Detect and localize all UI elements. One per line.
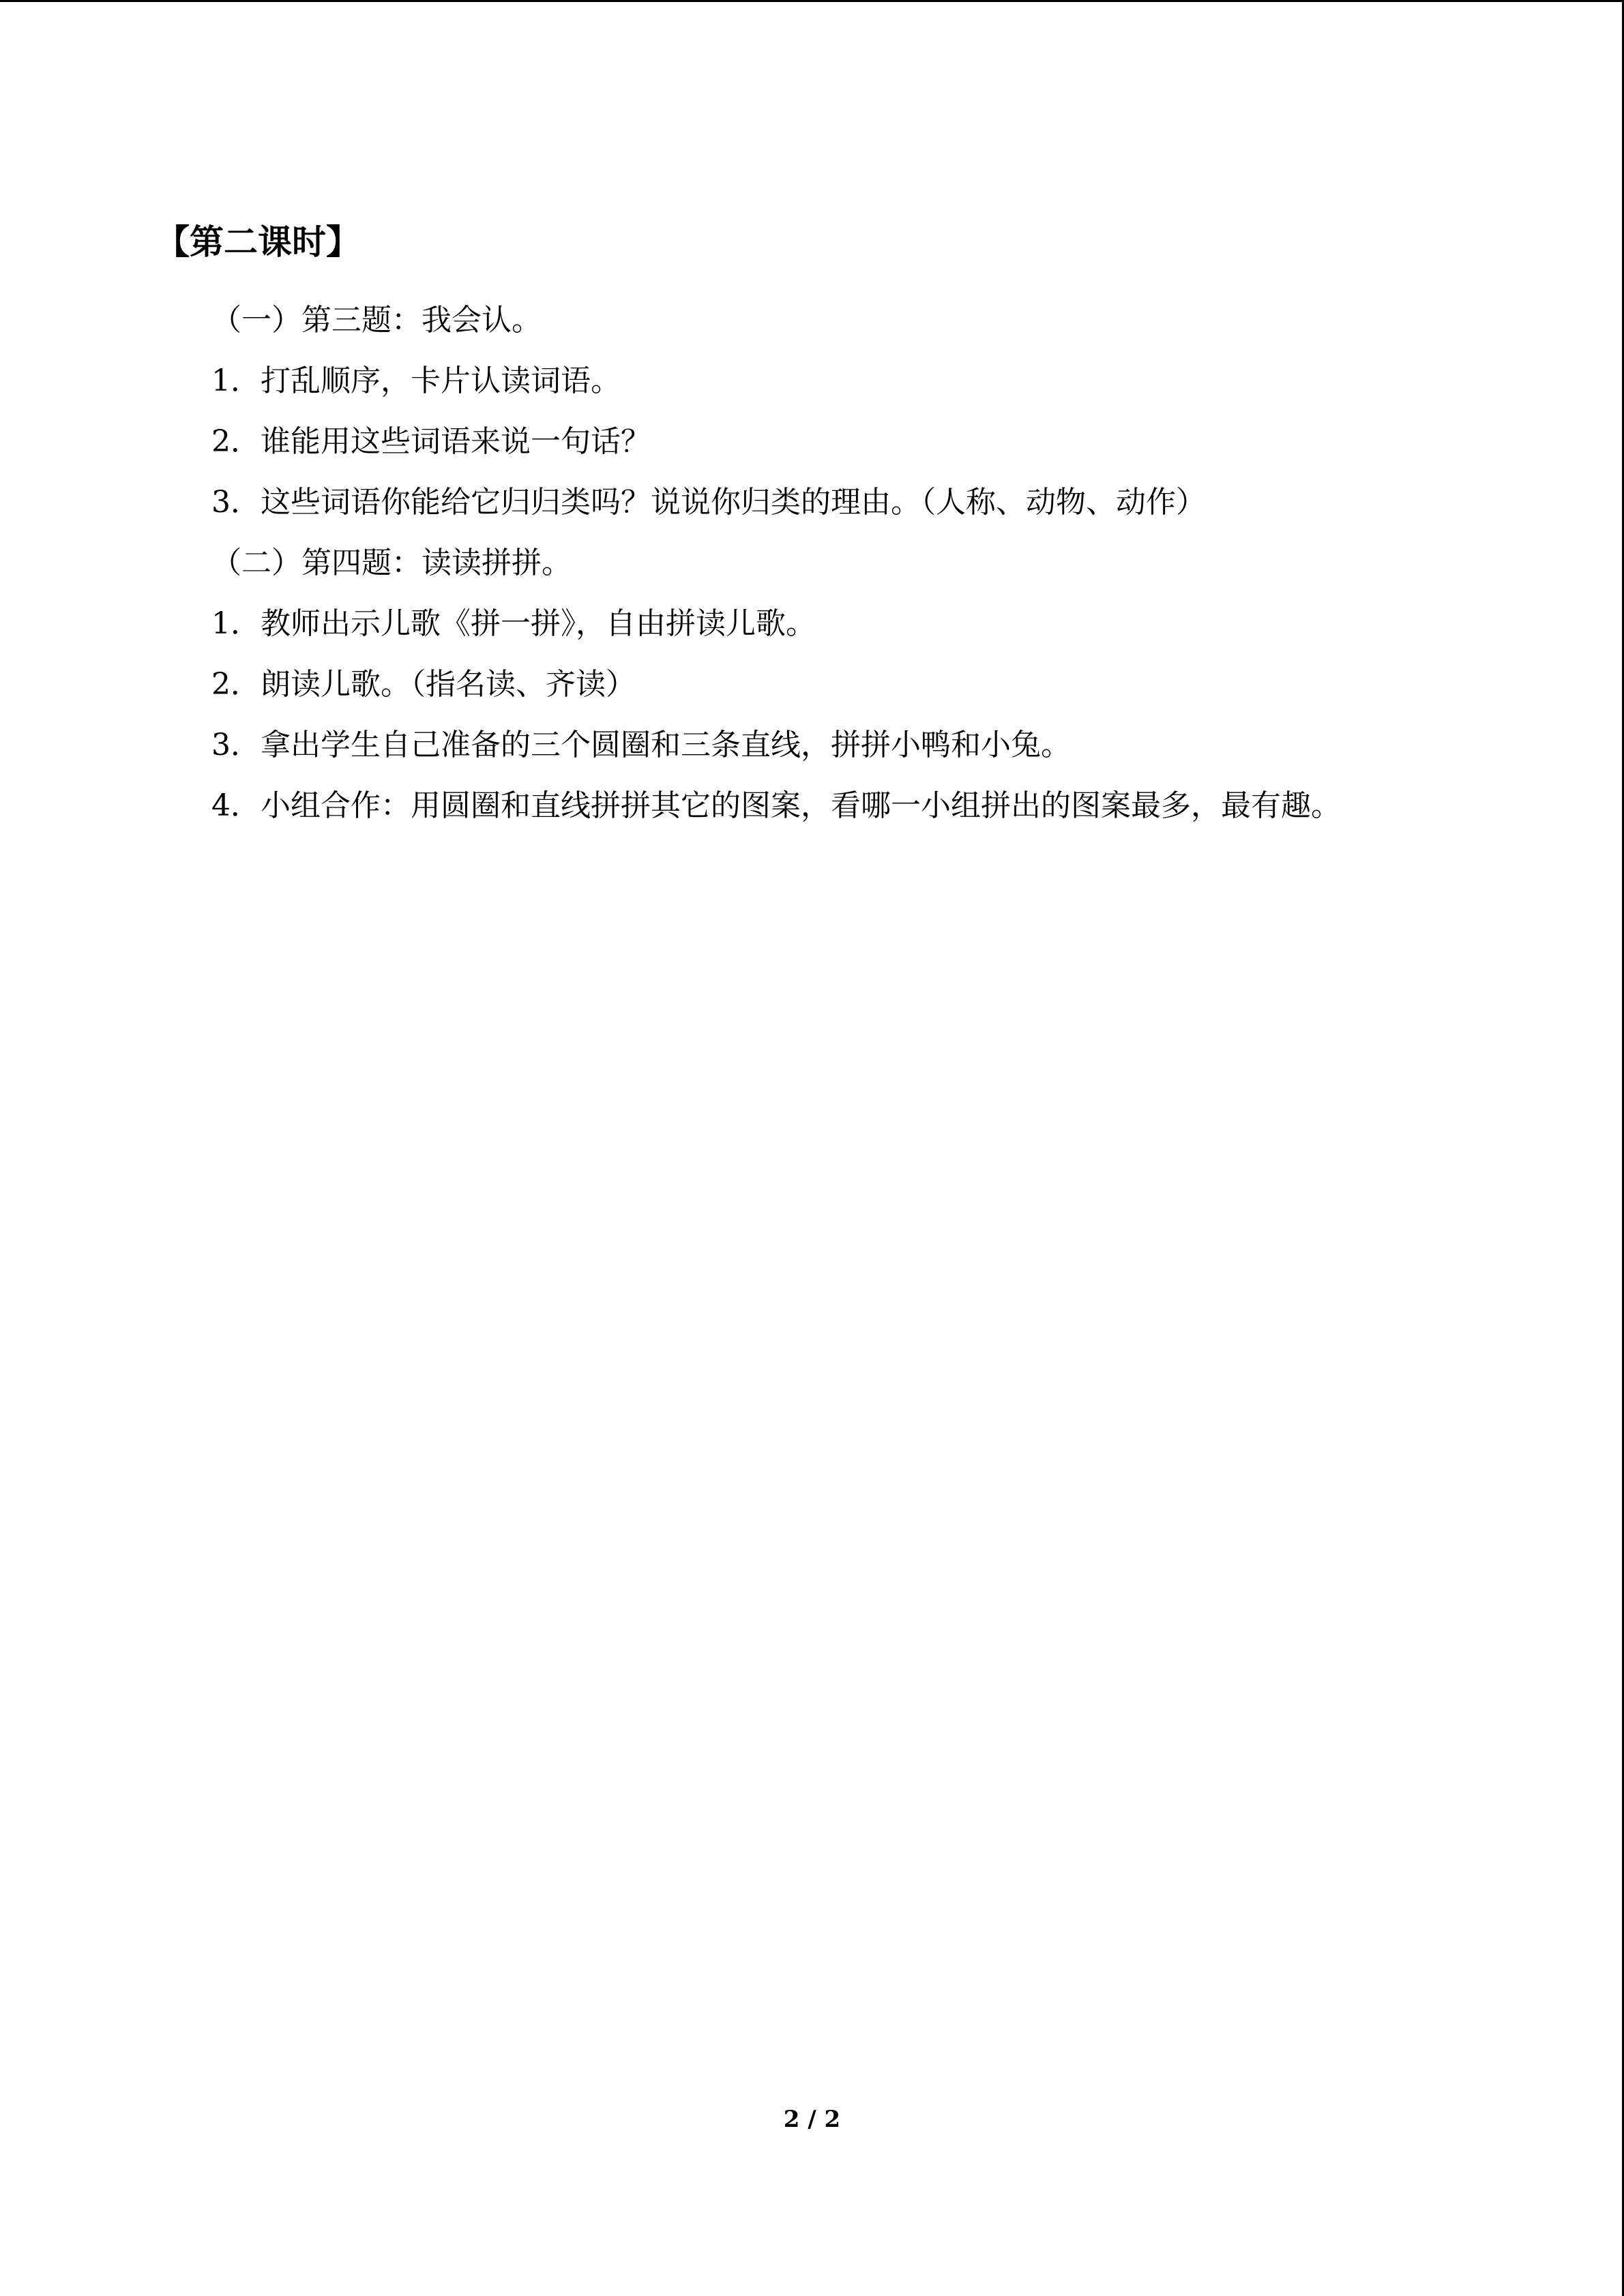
- lesson-steps-list: [211, 297, 1341, 843]
- step-item: 2．谁能用这些词语来说一句话？: [211, 424, 651, 459]
- section-title: 【第二课时】: [156, 222, 360, 262]
- step-item: 1．打乱顺序，卡片认读词语。: [211, 363, 621, 398]
- subsection-heading-2: （二）第四题：读读拼拼。: [211, 546, 572, 580]
- page-number: 2 / 2: [783, 2106, 841, 2133]
- step-item: 3．拿出学生自己准备的三个圆圈和三条直线，拼拼小鸭和小兔。: [211, 728, 1071, 762]
- step-item: 3．这些词语你能给它归归类吗？说说你归类的理由。（人称、动物、动作）: [211, 485, 1206, 520]
- step-item: 2．朗读儿歌。（指名读、齐读）: [211, 667, 636, 702]
- step-item: 4．小组合作：用圆圈和直线拼拼其它的图案，看哪一小组拼出的图案最多，最有趣。: [211, 788, 1341, 823]
- subsection-heading-1: （一）第三题：我会认。: [211, 303, 542, 338]
- step-item: 1．教师出示儿歌《拼一拼》，自由拼读儿歌。: [211, 606, 816, 641]
